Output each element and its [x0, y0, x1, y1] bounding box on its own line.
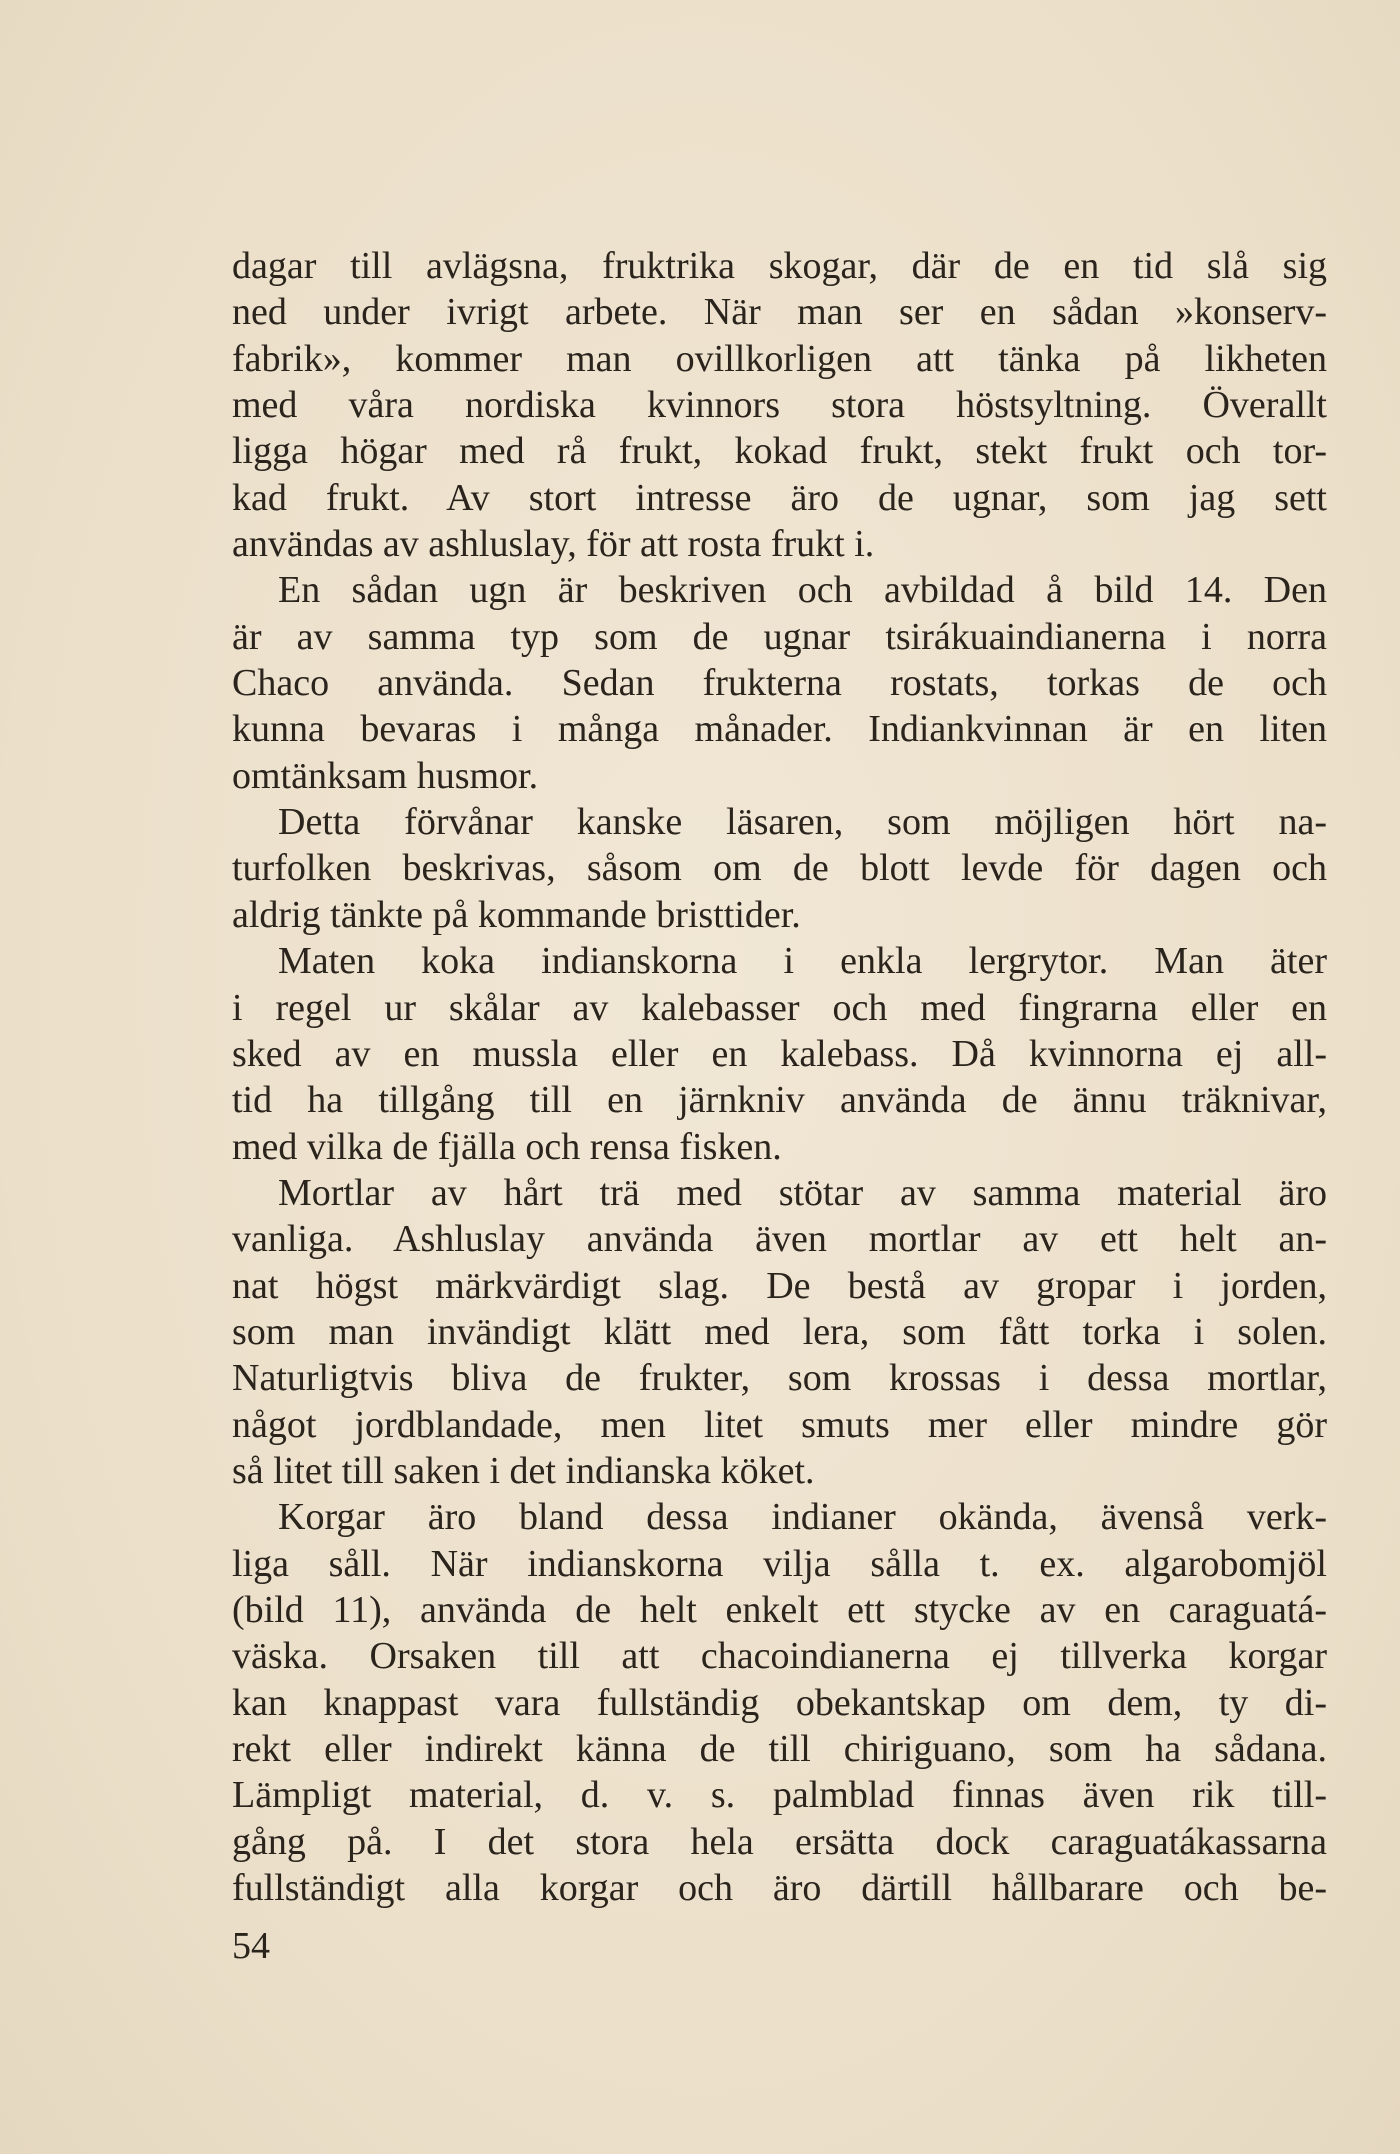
text-line: dagar till avlägsna, fruktrika skogar, där de en tid slå sig: [232, 245, 1327, 287]
text-line: kad frukt. Av stort intresse äro de ugnar, som jag sett: [232, 476, 1327, 519]
text-line: användas av ashluslay, för att rosta frukt i.: [232, 523, 875, 566]
text-line: ligga högar med rå frukt, kokad frukt, stekt frukt och tor-: [232, 430, 1327, 473]
text-line: ned under ivrigt arbete. När man ser en sådan »konserv-: [232, 291, 1327, 334]
page-number: 54: [232, 1925, 270, 1967]
text-line: omtänksam husmor.: [232, 754, 539, 797]
text-line: fabrik», kommer man ovillkorligen att tänka på likheten: [232, 337, 1327, 380]
text-line: aldrig tänkte på kommande bristtider.: [232, 893, 801, 936]
text-line: tid ha tillgång till en järnkniv använda de ännu träknivar,: [232, 1079, 1327, 1122]
text-line: gång på. I det stora hela ersätta dock caraguatákassarna: [232, 1820, 1327, 1863]
text-line: (bild 11), använda de helt enkelt ett stycke av en caraguatá-: [232, 1588, 1327, 1631]
text-line: är av samma typ som de ugnar tsirákuaindianerna i norra: [232, 615, 1327, 658]
text-line: väska. Orsaken till att chacoindianerna ej tillverka korgar: [232, 1635, 1327, 1678]
text-line: med våra nordiska kvinnors stora höstsyltning. Överallt: [232, 384, 1327, 427]
text-line: vanliga. Ashluslay använda även mortlar av ett helt an-: [232, 1218, 1327, 1261]
text-line: med vilka de fjälla och rensa fisken.: [232, 1125, 782, 1168]
text-line: kunna bevaras i många månader. Indiankvinnan är en liten: [232, 708, 1327, 751]
text-line: Mortlar av hårt trä med stötar av samma material äro: [278, 1171, 1327, 1214]
text-line: Korgar äro bland dessa indianer okända, ävenså verk-: [278, 1496, 1327, 1539]
text-line: något jordblandade, men litet smuts mer eller mindre gör: [232, 1403, 1327, 1446]
text-line: nat högst märkvärdigt slag. De bestå av gropar i jorden,: [232, 1264, 1327, 1307]
text-line: så litet till saken i det indianska köket.: [232, 1449, 815, 1492]
text-line: Lämpligt material, d. v. s. palmblad finnas även rik till-: [232, 1774, 1327, 1817]
text-line: Naturligtvis bliva de frukter, som krossas i dessa mortlar,: [232, 1357, 1327, 1400]
text-line: Maten koka indianskorna i enkla lergrytor. Man äter: [278, 940, 1327, 983]
body-text: [232, 243, 1327, 1911]
text-line: som man invändigt klätt med lera, som fått torka i solen.: [232, 1310, 1327, 1353]
text-line: Detta förvånar kanske läsaren, som möjligen hört na-: [278, 801, 1327, 844]
text-line: sked av en mussla eller en kalebass. Då kvinnorna ej all-: [232, 1032, 1327, 1075]
text-line: liga såll. När indianskorna vilja sålla t. ex. algarobomjöl: [232, 1542, 1327, 1585]
text-line: En sådan ugn är beskriven och avbildad å bild 14. Den: [278, 569, 1327, 612]
text-line: i regel ur skålar av kalebasser och med fingrarna eller en: [232, 986, 1327, 1029]
text-line: turfolken beskrivas, såsom om de blott levde för dagen och: [232, 847, 1327, 890]
text-line: kan knappast vara fullständig obekantskap om dem, ty di-: [232, 1681, 1327, 1724]
text-line: fullständigt alla korgar och äro därtill hållbarare och be-: [232, 1867, 1327, 1910]
text-line: rekt eller indirekt känna de till chiriguano, som ha sådana.: [232, 1728, 1327, 1770]
text-line: Chaco använda. Sedan frukterna rostats, torkas de och: [232, 662, 1327, 705]
